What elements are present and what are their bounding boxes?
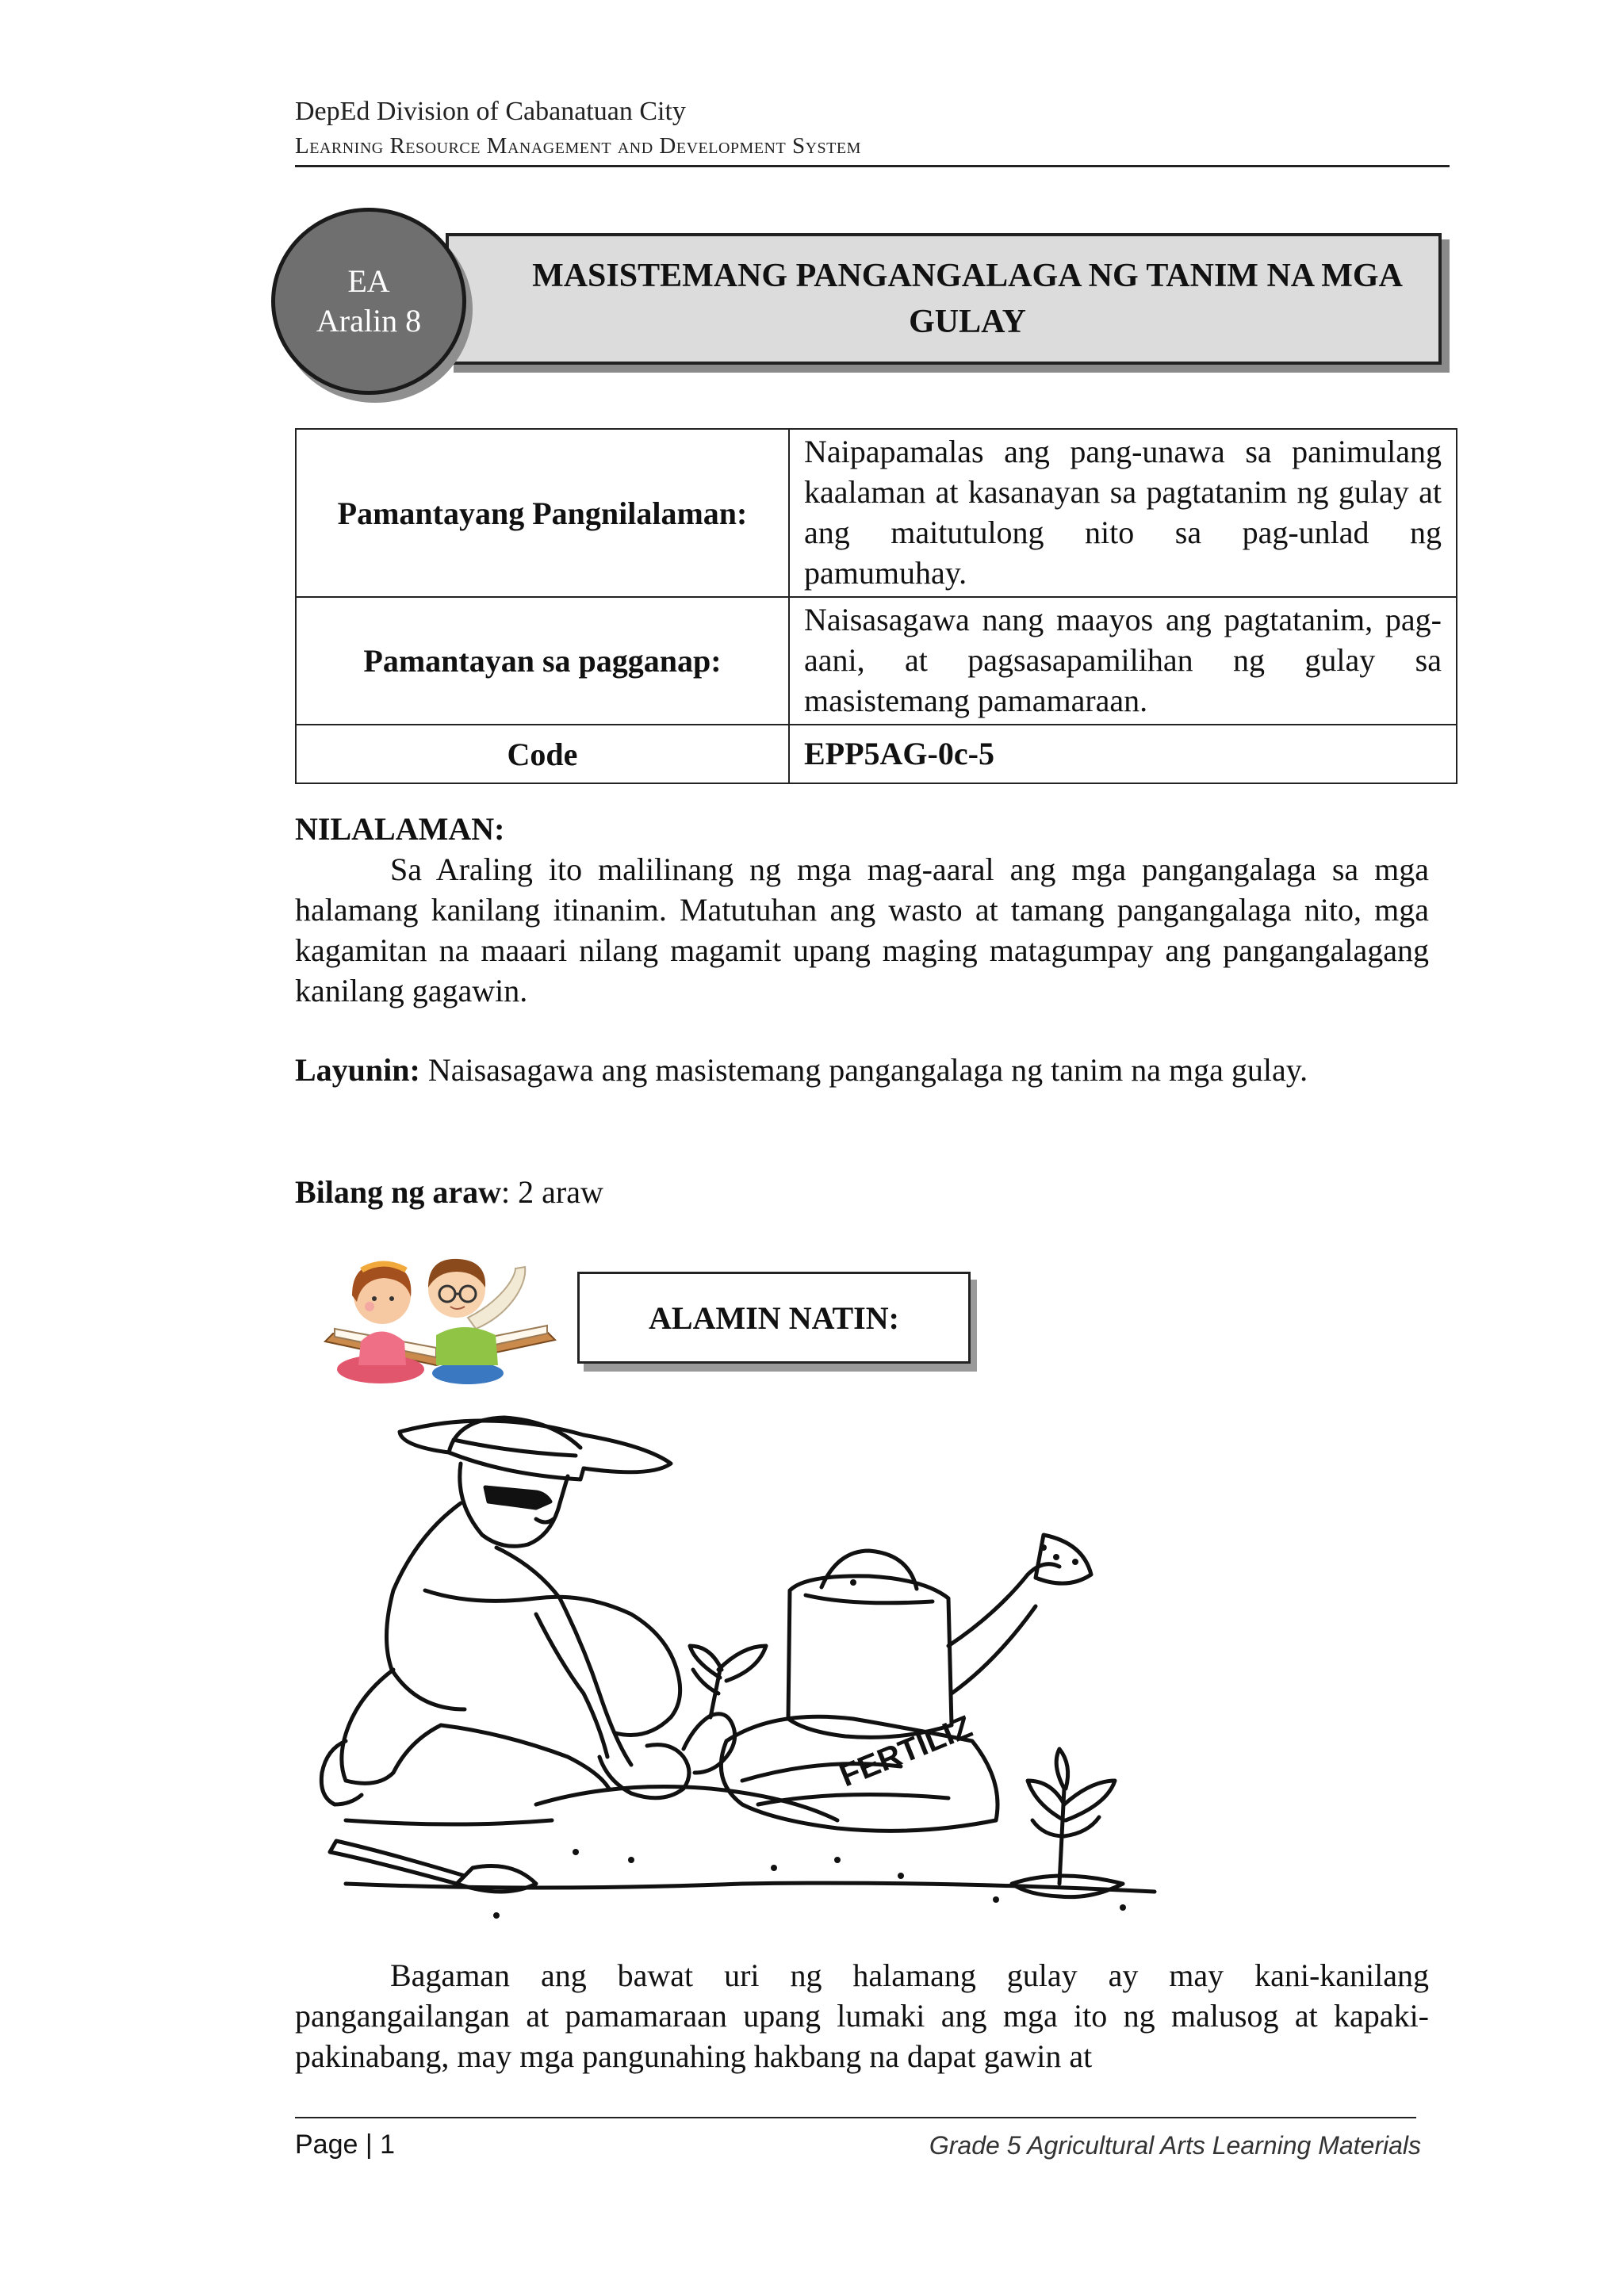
lesson-title: MASISTEMANG PANGANGALAGA NG TANIM NA MGA GULAY — [532, 258, 1403, 340]
badge-lesson-number: Aralin 8 — [316, 303, 422, 339]
alamin-natin-heading: ALAMIN NATIN: — [577, 1272, 971, 1364]
layunin-section — [295, 1050, 1381, 1090]
nilalaman-heading: NILALAMAN: — [295, 811, 505, 847]
footer-title: Grade 5 Agricultural Arts Learning Materials — [929, 2131, 1421, 2160]
nilalaman-section — [295, 809, 1429, 1011]
kids-reading-illustration — [317, 1246, 563, 1389]
header-rule — [295, 165, 1450, 167]
lesson-title-banner — [446, 233, 1442, 365]
bilang-text: : 2 araw — [501, 1174, 603, 1210]
bilang-label: Bilang ng araw — [295, 1174, 502, 1210]
closing-paragraph: Bagaman ang bawat uri ng halamang gulay ay may kani-kanilang pangangailangan at pamamaraan upang lumaki ang mga ito ng malusog at kapaki-pakinabang, may mga pangunahing hakbang na dapat gawin at — [295, 1957, 1429, 2074]
header-system: Learning Resource Management and Development System — [295, 133, 861, 159]
performance-standard-label: Pamantayan sa pagganap: — [296, 597, 789, 725]
badge-subject: EA — [347, 263, 390, 299]
content-standard-value: Naipapamalas ang pang-unawa sa panimulang kaalaman at kasanayan sa pagtatanim ng gulay at ang maitutulong nito sa pag-unlad ng pamumuhay. — [789, 429, 1457, 597]
table-row — [296, 429, 1457, 597]
header-division: DepEd Division of Cabanatuan City — [295, 97, 686, 126]
performance-standard-value: Naisasagawa nang maayos ang pagtatanim, pag-aani, at pagsasapamilihan ng gulay sa masistemang pamamaraan. — [789, 597, 1457, 725]
layunin-text: Naisasagawa ang masistemang pangangalaga ng tanim na mga gulay. — [419, 1052, 1308, 1088]
table-row — [296, 597, 1457, 725]
nilalaman-text: Sa Araling ito malilinang ng mga mag-aaral ang mga pangangalaga sa mga halamang kanilang itinanim. Matutuhan ang wasto at tamang pangangalaga nito, mga kagamitan na maaari nilang magamit upang maging matagumpay ang pangangalagang kanilang gagawin. — [295, 851, 1429, 1008]
standards-table — [295, 428, 1457, 784]
content-standard-label: Pamantayang Pangnilalaman: — [296, 429, 789, 597]
gardener-illustration — [298, 1408, 1178, 1931]
code-value: EPP5AG-0c-5 — [789, 725, 1457, 783]
table-row — [296, 725, 1457, 783]
bilang-section — [295, 1172, 1429, 1212]
code-label: Code — [296, 725, 789, 783]
lesson-badge — [271, 208, 466, 395]
fertilizer-bag-label: FERTILIZ — [834, 1709, 978, 1794]
page-number: Page | 1 — [295, 2130, 396, 2160]
layunin-label: Layunin: — [295, 1052, 420, 1088]
footer-rule — [295, 2117, 1416, 2118]
